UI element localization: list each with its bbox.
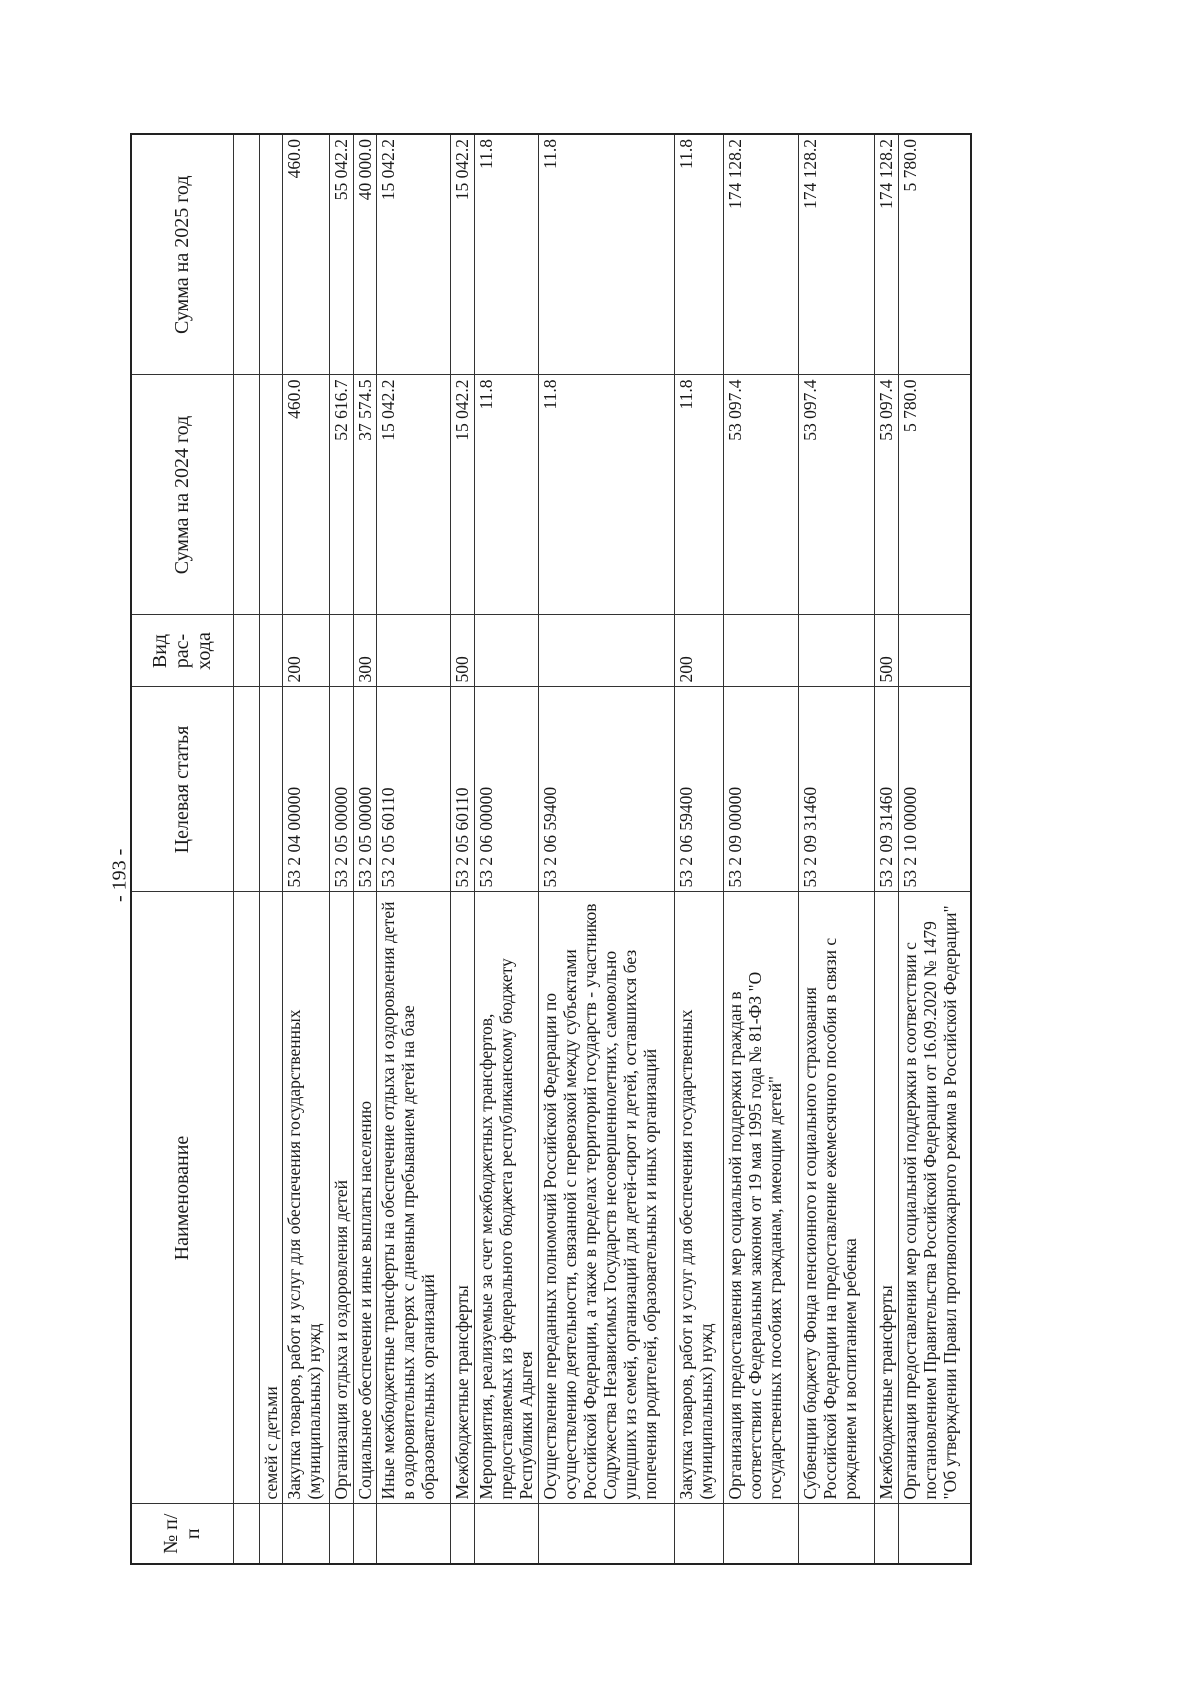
row-expense-type-cell [723, 615, 799, 687]
header-sum-2024: Сумма на 2024 год [131, 375, 233, 615]
row-num-cell [377, 1504, 450, 1564]
row-target-article-cell: 53 2 05 00000 [354, 687, 377, 892]
row-expense-type-cell: 200 [675, 615, 723, 687]
row-sum-2025-cell [233, 134, 259, 375]
budget-table [130, 133, 972, 1565]
row-name-cell: Организация предоставления мер социальной поддержки граждан в соответствии с Федеральным законом от 19 мая 1995 года № 81-ФЗ "О государственных пособиях гражданам, имеющим детей" [723, 892, 799, 1504]
row-expense-type-cell: 200 [282, 615, 329, 687]
row-target-article-cell: 53 2 06 59400 [538, 687, 675, 892]
table-row [377, 134, 450, 1564]
row-sum-2024-cell: 11.8 [475, 375, 538, 615]
header-expense-type: Вид рас- хода [131, 615, 233, 687]
header-num: № п/п [131, 1504, 233, 1564]
table-row [898, 134, 971, 1564]
row-sum-2025-cell: 460.0 [282, 134, 329, 375]
row-sum-2024-cell: 11.8 [675, 375, 723, 615]
row-num-cell [354, 1504, 377, 1564]
rotated-table-container [130, 135, 972, 1565]
row-target-article-cell [259, 687, 282, 892]
header-row [131, 134, 233, 1564]
row-num-cell [233, 1504, 259, 1564]
row-sum-2025-cell: 15 042.2 [450, 134, 474, 375]
row-sum-2024-cell: 37 574.5 [354, 375, 377, 615]
row-target-article-cell: 53 2 09 31460 [799, 687, 875, 892]
row-num-cell [330, 1504, 354, 1564]
row-sum-2025-cell: 11.8 [675, 134, 723, 375]
row-sum-2025-cell: 11.8 [538, 134, 675, 375]
row-sum-2024-cell: 53 097.4 [799, 375, 875, 615]
row-target-article-cell: 53 2 06 59400 [675, 687, 723, 892]
row-sum-2024-cell: 460.0 [282, 375, 329, 615]
row-num-cell [898, 1504, 971, 1564]
header-name: Наименование [131, 892, 233, 1504]
row-expense-type-cell [475, 615, 538, 687]
row-sum-2025-cell [259, 134, 282, 375]
row-name-cell: Организация предоставления мер социальной поддержки в соответствии с постановлением Правительства Российской Федерации от 16.09.2020 № 1479 "Об утверждении Правил противопожарного режима в Российской Федерации" [898, 892, 971, 1504]
row-target-article-cell: 53 2 04 00000 [282, 687, 329, 892]
row-target-article-cell: 53 2 06 00000 [475, 687, 538, 892]
row-name-cell: Иные межбюджетные трансферты на обеспечение отдыха и оздоровления детей в оздоровительных лагерях с дневным пребыванием детей на базе образовательных организаций [377, 892, 450, 1504]
row-expense-type-cell [330, 615, 354, 687]
row-sum-2025-cell: 174 128.2 [723, 134, 799, 375]
row-name-cell: Межбюджетные трансферты [450, 892, 474, 1504]
row-target-article-cell: 53 2 05 60110 [377, 687, 450, 892]
row-sum-2024-cell: 15 042.2 [450, 375, 474, 615]
table-row [723, 134, 799, 1564]
row-num-cell [799, 1504, 875, 1564]
row-sum-2024-cell: 11.8 [538, 375, 675, 615]
row-sum-2024-cell: 5 780.0 [898, 375, 971, 615]
page-number: - 193 - [108, 848, 131, 902]
table-row [874, 134, 898, 1564]
row-sum-2025-cell: 174 128.2 [874, 134, 898, 375]
row-expense-type-cell [233, 615, 259, 687]
row-num-cell [723, 1504, 799, 1564]
row-num-cell [475, 1504, 538, 1564]
table-row [282, 134, 329, 1564]
row-expense-type-cell: 500 [450, 615, 474, 687]
row-sum-2024-cell: 53 097.4 [723, 375, 799, 615]
row-target-article-cell: 53 2 05 60110 [450, 687, 474, 892]
row-name-cell: Субвенции бюджету Фонда пенсионного и социального страхования Российской Федерации на предоставление ежемесячного пособия в связи с рождением и воспитанием ребенка [799, 892, 875, 1504]
row-expense-type-cell [377, 615, 450, 687]
row-num-cell [282, 1504, 329, 1564]
row-expense-type-cell: 300 [354, 615, 377, 687]
row-sum-2024-cell: 15 042.2 [377, 375, 450, 615]
table-row [233, 134, 259, 1564]
row-expense-type-cell [799, 615, 875, 687]
row-target-article-cell: 53 2 05 00000 [330, 687, 354, 892]
table-row [475, 134, 538, 1564]
row-target-article-cell: 53 2 09 31460 [874, 687, 898, 892]
row-sum-2024-cell: 52 616.7 [330, 375, 354, 615]
row-expense-type-cell [259, 615, 282, 687]
row-sum-2025-cell: 40 000.0 [354, 134, 377, 375]
table-row [354, 134, 377, 1564]
row-sum-2024-cell [233, 375, 259, 615]
table-row [538, 134, 675, 1564]
row-name-cell: Закупка товаров, работ и услуг для обеспечения государственных (муниципальных) нужд [675, 892, 723, 1504]
row-expense-type-cell: 500 [874, 615, 898, 687]
row-sum-2025-cell: 5 780.0 [898, 134, 971, 375]
row-name-cell: Социальное обеспечение и иные выплаты населению [354, 892, 377, 1504]
row-num-cell [675, 1504, 723, 1564]
row-num-cell [259, 1504, 282, 1564]
table-row [799, 134, 875, 1564]
row-name-cell: Организация отдыха и оздоровления детей [330, 892, 354, 1504]
row-sum-2024-cell [259, 375, 282, 615]
row-target-article-cell [233, 687, 259, 892]
row-sum-2025-cell: 15 042.2 [377, 134, 450, 375]
row-sum-2025-cell: 11.8 [475, 134, 538, 375]
row-expense-type-cell [898, 615, 971, 687]
row-name-cell: Мероприятия, реализуемые за счет межбюджетных трансфертов, предоставляемых из федерального бюджета республиканскому бюджету Республики Адыгея [475, 892, 538, 1504]
row-expense-type-cell [538, 615, 675, 687]
table-row [330, 134, 354, 1564]
row-num-cell [874, 1504, 898, 1564]
row-sum-2025-cell: 174 128.2 [799, 134, 875, 375]
row-target-article-cell: 53 2 09 00000 [723, 687, 799, 892]
row-num-cell [450, 1504, 474, 1564]
table-row [675, 134, 723, 1564]
row-name-cell: семей с детьми [259, 892, 282, 1504]
header-target-article: Целевая статья [131, 687, 233, 892]
table-row [259, 134, 282, 1564]
row-target-article-cell: 53 2 10 00000 [898, 687, 971, 892]
row-name-cell [233, 892, 259, 1504]
row-sum-2025-cell: 55 042.2 [330, 134, 354, 375]
row-num-cell [538, 1504, 675, 1564]
row-name-cell: Закупка товаров, работ и услуг для обеспечения государственных (муниципальных) нужд [282, 892, 329, 1504]
table-row [450, 134, 474, 1564]
row-name-cell: Осуществление переданных полномочий Российской Федерации по осуществлению деятельности, связанной с перевозкой между субъектами Российской Федерации, а также в пределах территорий государств - участников Содружества Независимых Государств несовершеннолетних, самовольно ушедших из семей, организаций для детей-сирот и детей, оставшихся без попечения родителей, образовательных и иных организаций [538, 892, 675, 1504]
row-name-cell: Межбюджетные трансферты [874, 892, 898, 1504]
header-sum-2025: Сумма на 2025 год [131, 134, 233, 375]
row-sum-2024-cell: 53 097.4 [874, 375, 898, 615]
